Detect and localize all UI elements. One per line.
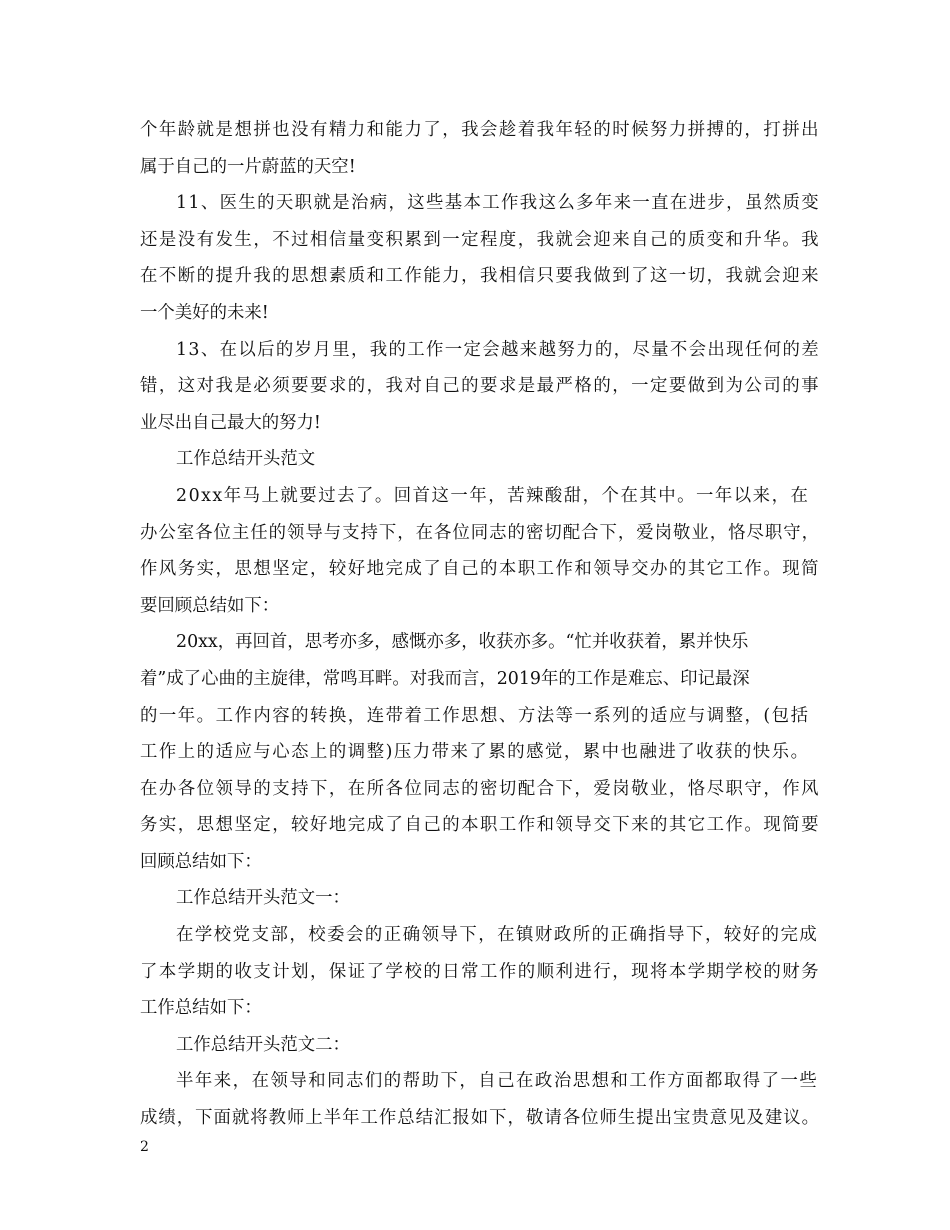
text-line: 业尽出自己最大的努力!: [140, 412, 321, 433]
text-line: 13、在以后的岁月里，我的工作一定会越来越努力的，尽量不会出现任何的差: [176, 339, 820, 360]
text-line: 工作上的适应与心态上的调整)压力带来了累的感觉，累中也融进了收获的快乐。: [140, 742, 810, 763]
text-line: 个年龄就是想拼也没有精力和能力了，我会趁着我年轻的时候努力拼搏的，打拼出: [140, 120, 820, 140]
text-line: 一个美好的未来!: [140, 302, 269, 323]
text-line: 工作总结开头范文一：: [176, 888, 350, 909]
text-line: 务实，思想坚定，较好地完成了自己的本职工作和领导交下来的其它工作。现简要: [140, 815, 820, 836]
text-line: 工作总结开头范文: [176, 449, 316, 470]
text-line: 半年来，在领导和同志们的帮助下，自己在政治思想和工作方面都取得了一些: [176, 1071, 819, 1092]
text-line: 办公室各位主任的领导与支持下，在各位同志的密切配合下，爱岗敬业，恪尽职守，: [140, 522, 820, 543]
text-line: 20xx，再回首，思考亦多，感慨亦多，收获亦多。“忙并收获着，累并快乐: [176, 632, 749, 653]
text-line: 还是没有发生，不过相信量变积累到一定程度，我就会迎来自己的质变和升华。我: [140, 229, 820, 250]
text-line: 的一年。工作内容的转换，连带着工作思想、方法等一系列的适应与调整，(包括: [140, 705, 810, 726]
text-line: 成绩，下面就将教师上半年工作总结汇报如下，敬请各位师生提出宝贵意见及建议。: [140, 1108, 820, 1129]
text-line: 着”成了心曲的主旋律，常鸣耳畔。对我而言，2019年的工作是难忘、印记最深: [140, 668, 750, 689]
text-line: 工作总结如下：: [140, 998, 262, 1019]
text-line: 11、医生的天职就是治病，这些基本工作我这么多年来一直在进步，虽然质变: [176, 193, 820, 214]
text-line: 要回顾总结如下：: [140, 595, 280, 616]
page-number: 2: [140, 1139, 149, 1155]
text-line: 在学校党支部，校委会的正确领导下，在镇财政所的正确指导下，较好的完成: [176, 925, 819, 946]
text-line: 在办各位领导的支持下，在所各位同志的密切配合下，爱岗敬业，恪尽职守，作风: [140, 778, 820, 799]
text-line: 作风务实，思想坚定，较好地完成了自己的本职工作和领导交办的其它工作。现简: [140, 559, 820, 580]
text-line: 回顾总结如下：: [140, 851, 262, 872]
text-line: 了本学期的收支计划，保证了学校的日常工作的顺利进行，现将本学期学校的财务: [140, 961, 820, 982]
text-line: 错，这对我是必须要要求的，我对自己的要求是最严格的，一定要做到为公司的事: [140, 376, 820, 397]
document-body: [140, 112, 820, 1137]
text-line: 20xx年马上就要过去了。回首这一年，苦辣酸甜，个在其中。一年以来，在: [176, 485, 810, 506]
text-line: 在不断的提升我的思想素质和工作能力，我相信只要我做到了这一切，我就会迎来: [140, 266, 820, 287]
text-line: 属于自己的一片蔚蓝的天空!: [140, 156, 356, 177]
text-line: 工作总结开头范文二：: [176, 1034, 350, 1055]
